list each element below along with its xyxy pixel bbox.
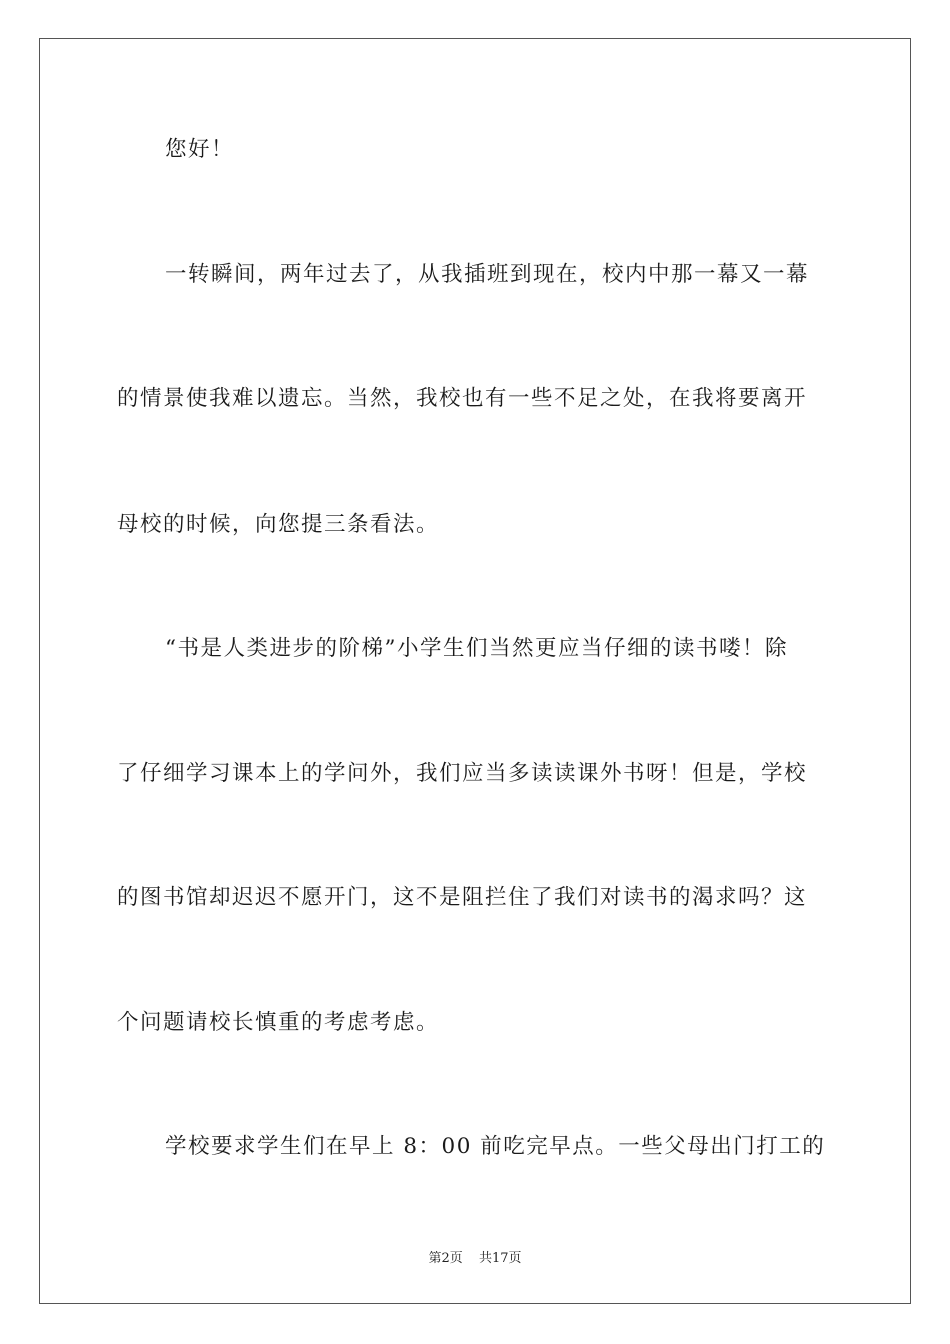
page-number: 第2页 [428,1251,463,1266]
body-line-4: “书是人类进步的阶梯”小学生们当然更应当仔细的读书喽！除 [165,636,788,661]
body-line-1: 一转瞬间，两年过去了，从我插班到现在，校内中那一幕又一幕 [165,262,810,287]
body-line-8: 学校要求学生们在早上 8：00 前吃完早点。一些父母出门打工的 [165,1134,826,1159]
body-line-3: 母校的时候，向您提三条看法。 [117,512,440,537]
body-line-2: 的情景使我难以遗忘。当然，我校也有一些不足之处，在我将要离开 [117,386,808,411]
body-line-6: 的图书馆却迟迟不愿开门，这不是阻拦住了我们对读书的渴求吗？这 [117,885,808,910]
greeting-line: 您好！ [165,137,235,162]
page-frame [39,38,911,1304]
body-line-5: 了仔细学习课本上的学问外，我们应当多读读课外书呀！但是，学校 [117,761,808,786]
total-pages: 共17页 [478,1251,522,1266]
body-line-7: 个问题请校长慎重的考虑考虑。 [117,1010,440,1035]
page-footer [0,1247,950,1266]
